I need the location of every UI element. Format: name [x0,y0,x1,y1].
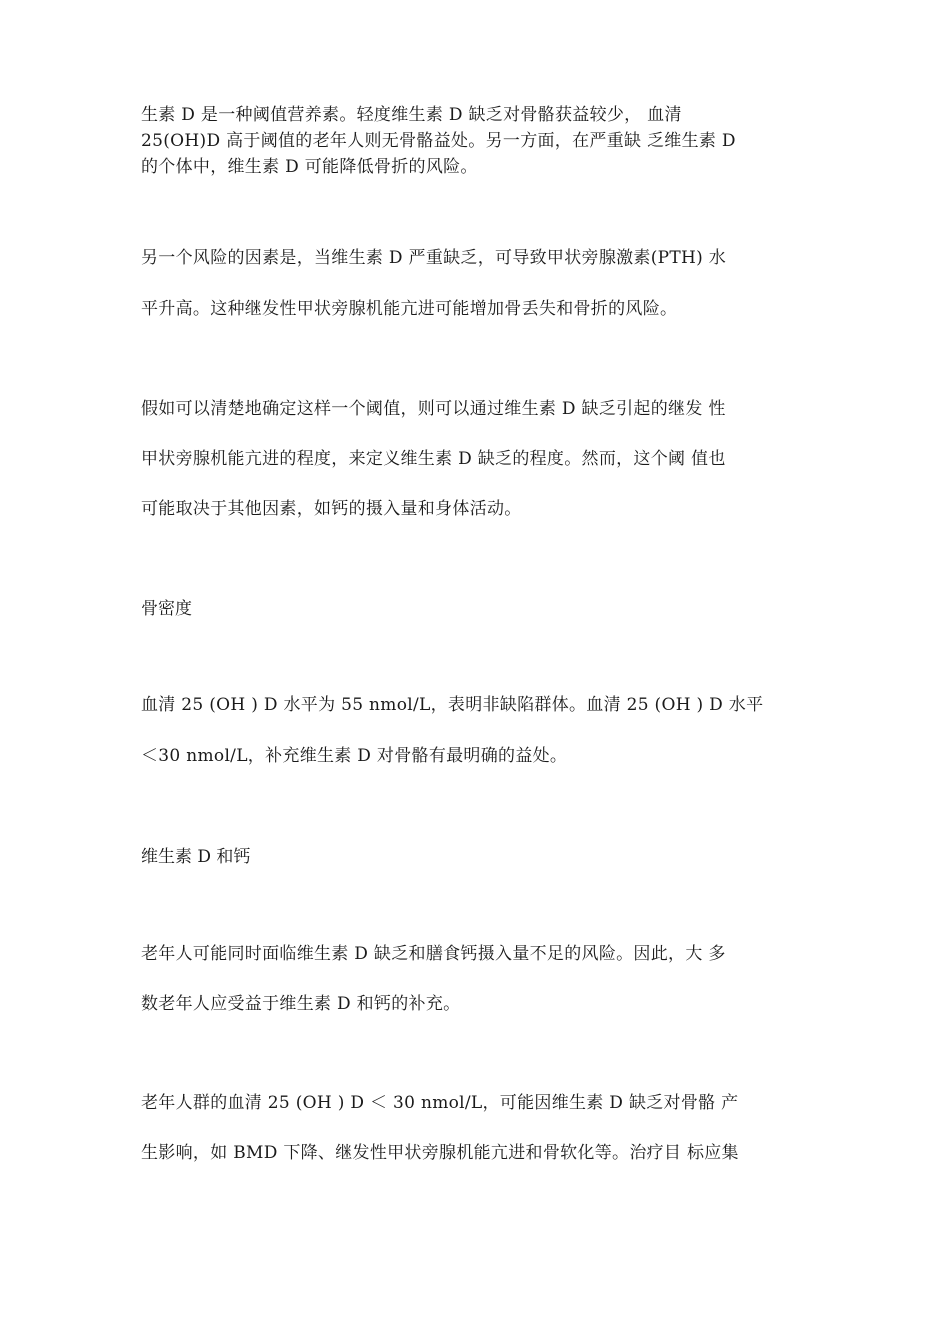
paragraph-3-line-3: 可能取决于其他因素，如钙的摄入量和身体活动。 [141,499,522,519]
paragraph-2-line-1: 另一个风险的因素是，当维生素 D 严重缺乏，可导致甲状旁腺激素(PTH) 水 [141,248,727,268]
paragraph-2-line-2: 平升高。这种继发性甲状旁腺机能亢进可能增加骨丢失和骨折的风险。 [141,299,678,319]
heading-vitamin-d-calcium: 维生素 D 和钙 [141,847,251,867]
paragraph-5-line-2: 数老年人应受益于维生素 D 和钙的补充。 [141,994,461,1014]
paragraph-4-line-2: ＜30 nmol/L，补充维生素 D 对骨骼有最明确的益处。 [141,746,568,766]
paragraph-1-line-2: 25(OH)D 高于阈值的老年人则无骨骼益处。另一方面，在严重缺 乏维生素 D [141,131,736,151]
paragraph-6-line-1: 老年人群的血清 25 (OH ) D ＜ 30 nmol/L，可能因维生素 D 缺乏对骨骼 产 [141,1093,739,1113]
paragraph-3-line-1: 假如可以清楚地确定这样一个阈值，则可以通过维生素 D 缺乏引起的继发 性 [141,399,726,419]
paragraph-3-line-2: 甲状旁腺机能亢进的程度，来定义维生素 D 缺乏的程度。然而，这个阈 值也 [141,449,726,469]
paragraph-6-line-2: 生影响，如 BMD 下降、继发性甲状旁腺机能亢进和骨软化等。治疗目 标应集 [141,1143,739,1163]
paragraph-1-line-1: 生素 D 是一种阈值营养素。轻度维生素 D 缺乏对骨骼获益较少， 血清 [141,105,682,125]
paragraph-5-line-1: 老年人可能同时面临维生素 D 缺乏和膳食钙摄入量不足的风险。因此，大 多 [141,944,726,964]
paragraph-4-line-1: 血清 25 (OH ) D 水平为 55 nmol/L，表明非缺陷群体。血清 25 (OH ) D 水平 [141,695,764,715]
paragraph-1-line-3: 的个体中，维生素 D 可能降低骨折的风险。 [141,157,478,177]
heading-bone-density: 骨密度 [141,599,192,619]
